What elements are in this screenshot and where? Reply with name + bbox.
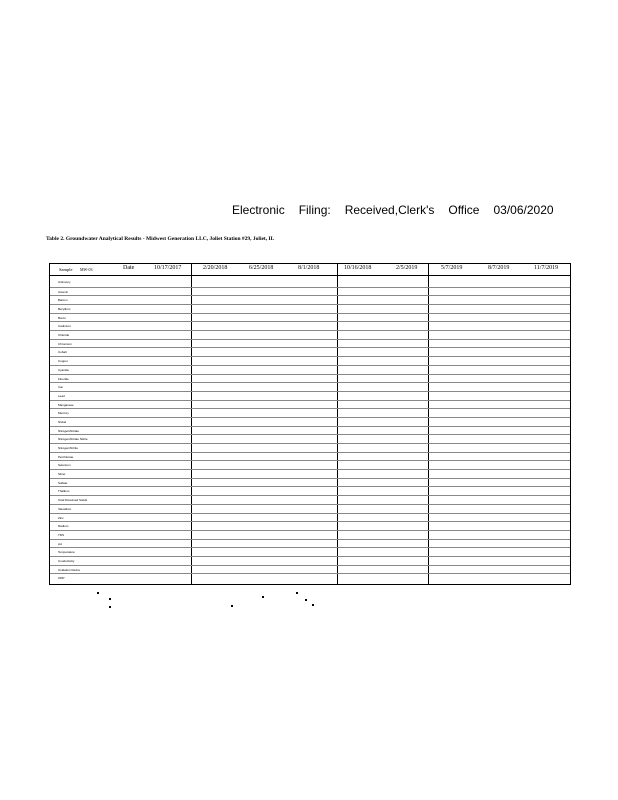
- parameter-label: Selenium: [58, 463, 71, 468]
- parameter-label: Total Dissolved Solids: [58, 498, 88, 503]
- parameter-label: Perchlorate: [58, 454, 74, 459]
- date-col-9: 11/7/2019: [534, 265, 559, 271]
- sample-label: Sample: [59, 267, 73, 272]
- parameter-label: Boron: [58, 315, 67, 320]
- parameter-label: Nitrogen/Nitrite: [58, 446, 79, 451]
- date-col-1: 10/17/2017: [154, 265, 182, 271]
- analytical-results-table: [49, 263, 571, 585]
- parameter-label: Iron: [58, 385, 64, 390]
- scan-mark: [109, 606, 111, 608]
- date-col-5: 10/16/2018: [344, 265, 372, 271]
- parameter-label: Copper: [58, 359, 68, 364]
- parameter-label: Manganese: [58, 402, 74, 407]
- parameter-label: Cyanide: [58, 367, 70, 372]
- scan-mark: [262, 596, 264, 598]
- date-col-7: 5/7/2019: [441, 265, 463, 271]
- stamp-word-1: Electronic: [232, 203, 285, 217]
- stamp-word-5: 03/06/2020: [493, 203, 554, 217]
- stamp-word-3: Received,Clerk's: [344, 203, 435, 217]
- scan-mark: [231, 605, 233, 607]
- parameter-label: Nitrogen/Nitrate: [58, 428, 80, 433]
- parameter-label: Sulfate: [58, 480, 68, 485]
- scan-mark: [296, 592, 298, 594]
- scan-mark: [312, 604, 314, 606]
- date-label: Date: [123, 265, 135, 271]
- date-col-8: 8/7/2019: [488, 265, 510, 271]
- table-row: [50, 573, 570, 583]
- parameter-label: ORP: [58, 576, 65, 581]
- scan-mark: [97, 592, 99, 594]
- filing-stamp: [232, 203, 568, 217]
- parameter-label: Chloride: [58, 333, 70, 338]
- table-header-row: [50, 264, 570, 276]
- parameter-label: Temperature: [58, 550, 75, 555]
- scan-mark: [305, 599, 307, 601]
- table-row: [50, 278, 570, 287]
- table-caption: Table 2. Groundwater Analytical Results - Midwest Generation LLC, Joliet Station #29, Joliet, IL: [46, 236, 275, 242]
- date-col-6: 2/5/2019: [396, 265, 418, 271]
- parameter-label: Chromium: [58, 341, 72, 346]
- scan-mark: [109, 598, 111, 600]
- parameter-label: Oxidation Redox: [58, 567, 81, 572]
- parameter-label: Cobalt: [58, 350, 67, 355]
- parameter-label: Silver: [58, 472, 66, 477]
- parameter-label: Vanadium: [58, 506, 72, 511]
- parameter-label: Mercury: [58, 411, 69, 416]
- parameter-label: pH: [58, 541, 62, 546]
- parameter-label: Radium: [58, 524, 69, 529]
- parameter-label: Beryllium: [58, 307, 71, 312]
- sample-id: MW-03: [80, 267, 93, 272]
- stamp-word-4: Office: [448, 203, 480, 217]
- parameter-label: Nitrogen/Nitrate Nitrite: [58, 437, 88, 442]
- parameter-label: Nickel: [58, 419, 67, 424]
- parameter-label: Conductivity: [58, 558, 75, 563]
- parameter-label: Cadmium: [58, 324, 71, 329]
- parameter-label: Arsenic: [58, 289, 69, 294]
- parameter-label: Fluoride: [58, 376, 69, 381]
- parameter-label: Lead: [58, 393, 65, 398]
- date-col-3: 6/25/2018: [249, 265, 274, 271]
- parameter-label: Thallium: [58, 489, 70, 494]
- stamp-word-2: Filing:: [298, 203, 331, 217]
- date-col-4: 8/1/2018: [298, 265, 320, 271]
- date-col-2: 2/20/2018: [203, 265, 228, 271]
- parameter-label: Antimony: [58, 280, 71, 284]
- parameter-label: TDS: [58, 532, 64, 537]
- parameter-label: Barium: [58, 298, 68, 303]
- parameter-label: Zinc: [58, 515, 64, 520]
